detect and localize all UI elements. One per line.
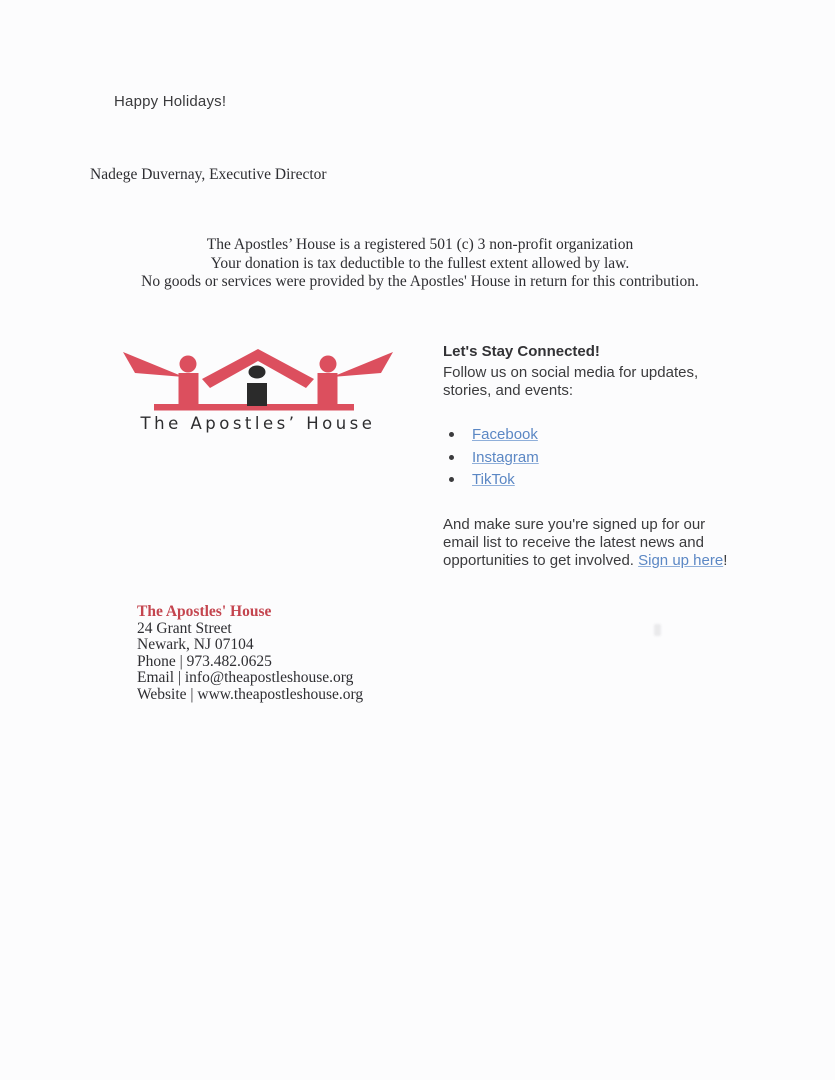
outro-line-3-suffix: ! <box>723 552 728 569</box>
outro-line-3 <box>443 552 743 570</box>
organization-logo <box>120 346 396 433</box>
tiktok-link[interactable]: TikTok <box>472 471 515 488</box>
contact-info-block <box>137 604 363 704</box>
contact-phone: Phone | 973.482.0625 <box>137 652 272 670</box>
contact-street: 24 Grant Street <box>137 619 232 637</box>
instagram-link[interactable]: Instagram <box>472 448 539 466</box>
stay-connected-section <box>443 343 743 570</box>
intro-line-2: stories, and events: <box>443 382 574 399</box>
list-item-instagram <box>443 449 743 467</box>
greeting-text: Happy Holidays! <box>114 93 227 110</box>
nonprofit-disclaimer <box>40 236 800 292</box>
signature-line: Nadege Duvernay, Executive Director <box>90 166 327 183</box>
disclaimer-line-3: No goods or services were provided by the Apostles' House in return for this contribution. <box>141 273 699 290</box>
contact-org-name: The Apostles' House <box>137 603 272 620</box>
disclaimer-line-1: The Apostles’ House is a registered 501 (c) 3 non-profit organization <box>206 236 634 253</box>
list-item-tiktok <box>443 471 743 489</box>
logo-right-figure <box>318 352 394 410</box>
contact-city-state-zip: Newark, NJ 07104 <box>137 636 254 654</box>
disclaimer-line-2: Your donation is tax deductible to the fullest extent allowed by law. <box>210 254 630 272</box>
contact-email: Email | info@theapostleshouse.org <box>137 669 354 687</box>
list-item-facebook <box>443 426 743 444</box>
stay-connected-intro <box>443 364 743 400</box>
sign-up-here-link[interactable]: Sign up here <box>638 552 724 569</box>
logo-left-figure <box>123 352 199 410</box>
outro-line-3-prefix: opportunities to get involved. <box>443 552 639 569</box>
intro-line-1: Follow us on social media for updates, <box>443 364 699 381</box>
logo-houses-figures-icon <box>120 346 396 412</box>
contact-website: Website | www.theapostleshouse.org <box>137 685 364 703</box>
logo-center-figure <box>247 366 267 407</box>
facebook-link[interactable]: Facebook <box>472 426 538 443</box>
outro-line-1: And make sure you're signed up for our <box>443 516 706 533</box>
logo-wordmark: The Apostles’ House <box>140 414 376 433</box>
stay-connected-heading: Let's Stay Connected! <box>443 343 600 360</box>
scan-artifact <box>654 624 661 636</box>
outro-line-2: email list to receive the latest news and <box>443 534 704 551</box>
email-signup-paragraph <box>443 516 743 570</box>
social-links-list <box>443 426 743 489</box>
